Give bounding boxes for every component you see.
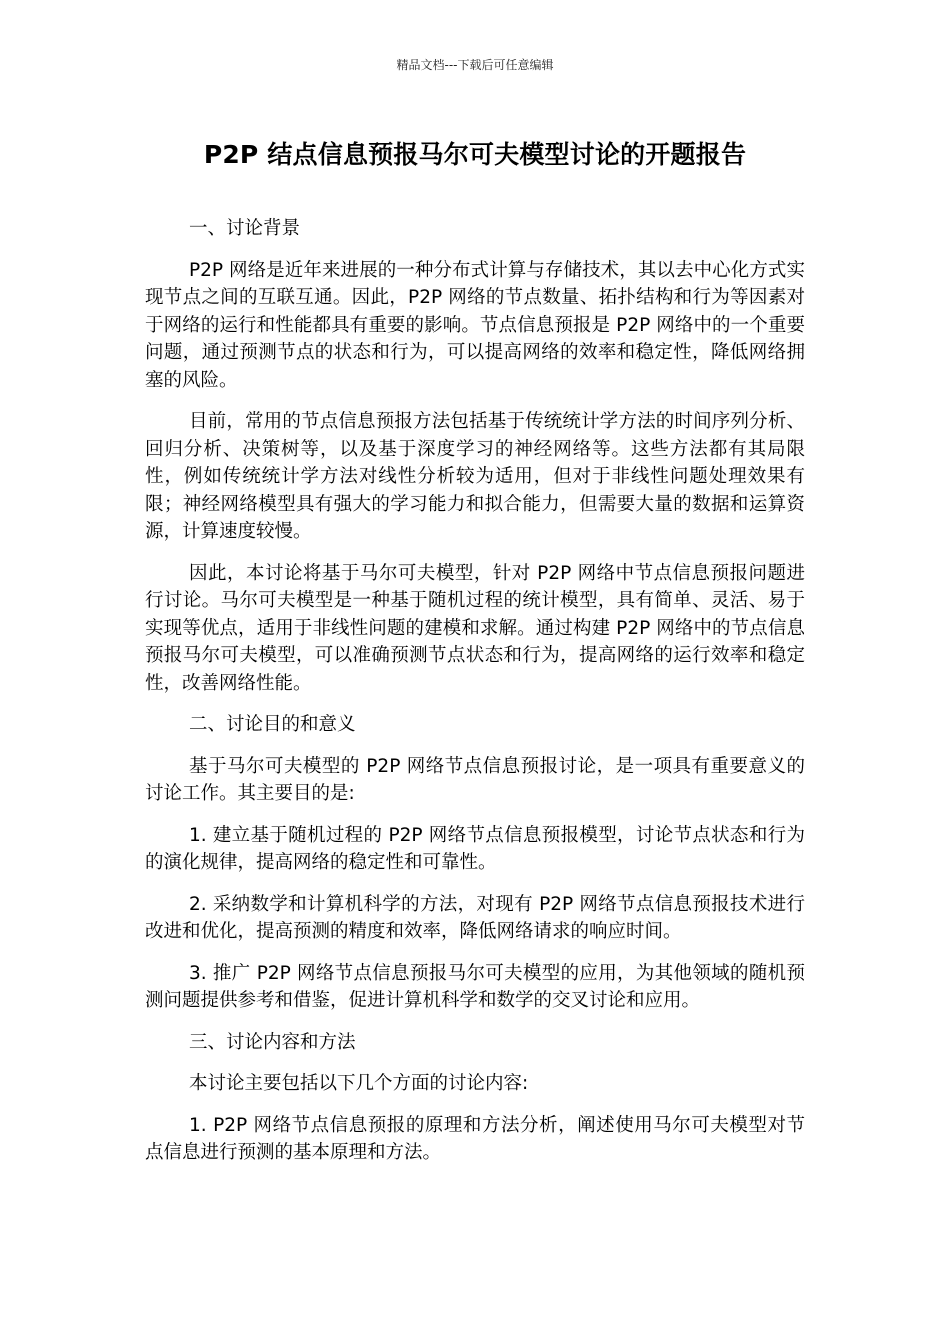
- list-item: 1. 建立基于随机过程的 P2P 网络节点信息预报模型，讨论节点状态和行为的演化规律，提高网络的稳定性和可靠性。: [145, 824, 805, 873]
- paragraph: P2P 网络是近年来进展的一种分布式计算与存储技术，其以去中心化方式实现节点之间的互联互通。因此，P2P 网络的节点数量、拓扑结构和行为等因素对于网络的运行和性能都具有重要的影响。节点信息预报是 P2P 网络中的一个重要问题，通过预测节点的状态和行为，可以提高网络的效率和稳定性，降低网络拥塞的风险。: [145, 259, 805, 391]
- list-item: 2. 采纳数学和计算机科学的方法，对现有 P2P 网络节点信息预报技术进行改进和优化，提高预测的精度和效率，降低网络请求的响应时间。: [145, 893, 805, 942]
- document-body: [145, 215, 805, 1181]
- paragraph: 基于马尔可夫模型的 P2P 网络节点信息预报讨论，是一项具有重要意义的讨论工作。其主要目的是:: [145, 755, 805, 804]
- paragraph: 因此，本讨论将基于马尔可夫模型，针对 P2P 网络中节点信息预报问题进行讨论。马尔可夫模型是一种基于随机过程的统计模型，具有简单、灵活、易于实现等优点，适用于非线性问题的建模和求解。通过构建 P2P 网络中的节点信息预报马尔可夫模型，可以准确预测节点状态和行为，提高网络的运行效率和稳定性，改善网络性能。: [145, 562, 805, 694]
- section-heading-background: 一、讨论背景: [189, 218, 301, 239]
- paragraph: 本讨论主要包括以下几个方面的讨论内容:: [189, 1073, 529, 1094]
- list-item: 1. P2P 网络节点信息预报的原理和方法分析，阐述使用马尔可夫模型对节点信息进行预测的基本原理和方法。: [145, 1114, 805, 1163]
- list-item: 3. 推广 P2P 网络节点信息预报马尔可夫模型的应用，为其他领域的随机预测问题提供参考和借鉴，促进计算机科学和数学的交叉讨论和应用。: [145, 962, 805, 1011]
- section-heading-purpose: 二、讨论目的和意义: [189, 714, 356, 735]
- paragraph: 目前，常用的节点信息预报方法包括基于传统统计学方法的时间序列分析、回归分析、决策树等，以及基于深度学习的神经网络等。这些方法都有其局限性，例如传统统计学方法对线性分析较为适用，但对于非线性问题处理效果有限；神经网络模型具有强大的学习能力和拟合能力，但需要大量的数据和运算资源，计算速度较慢。: [145, 411, 805, 542]
- section-heading-content: 三、讨论内容和方法: [189, 1031, 356, 1053]
- document-title: P2P 结点信息预报马尔可夫模型讨论的开题报告: [203, 140, 747, 169]
- page-header: 精品文档---下载后可任意编辑: [396, 58, 554, 72]
